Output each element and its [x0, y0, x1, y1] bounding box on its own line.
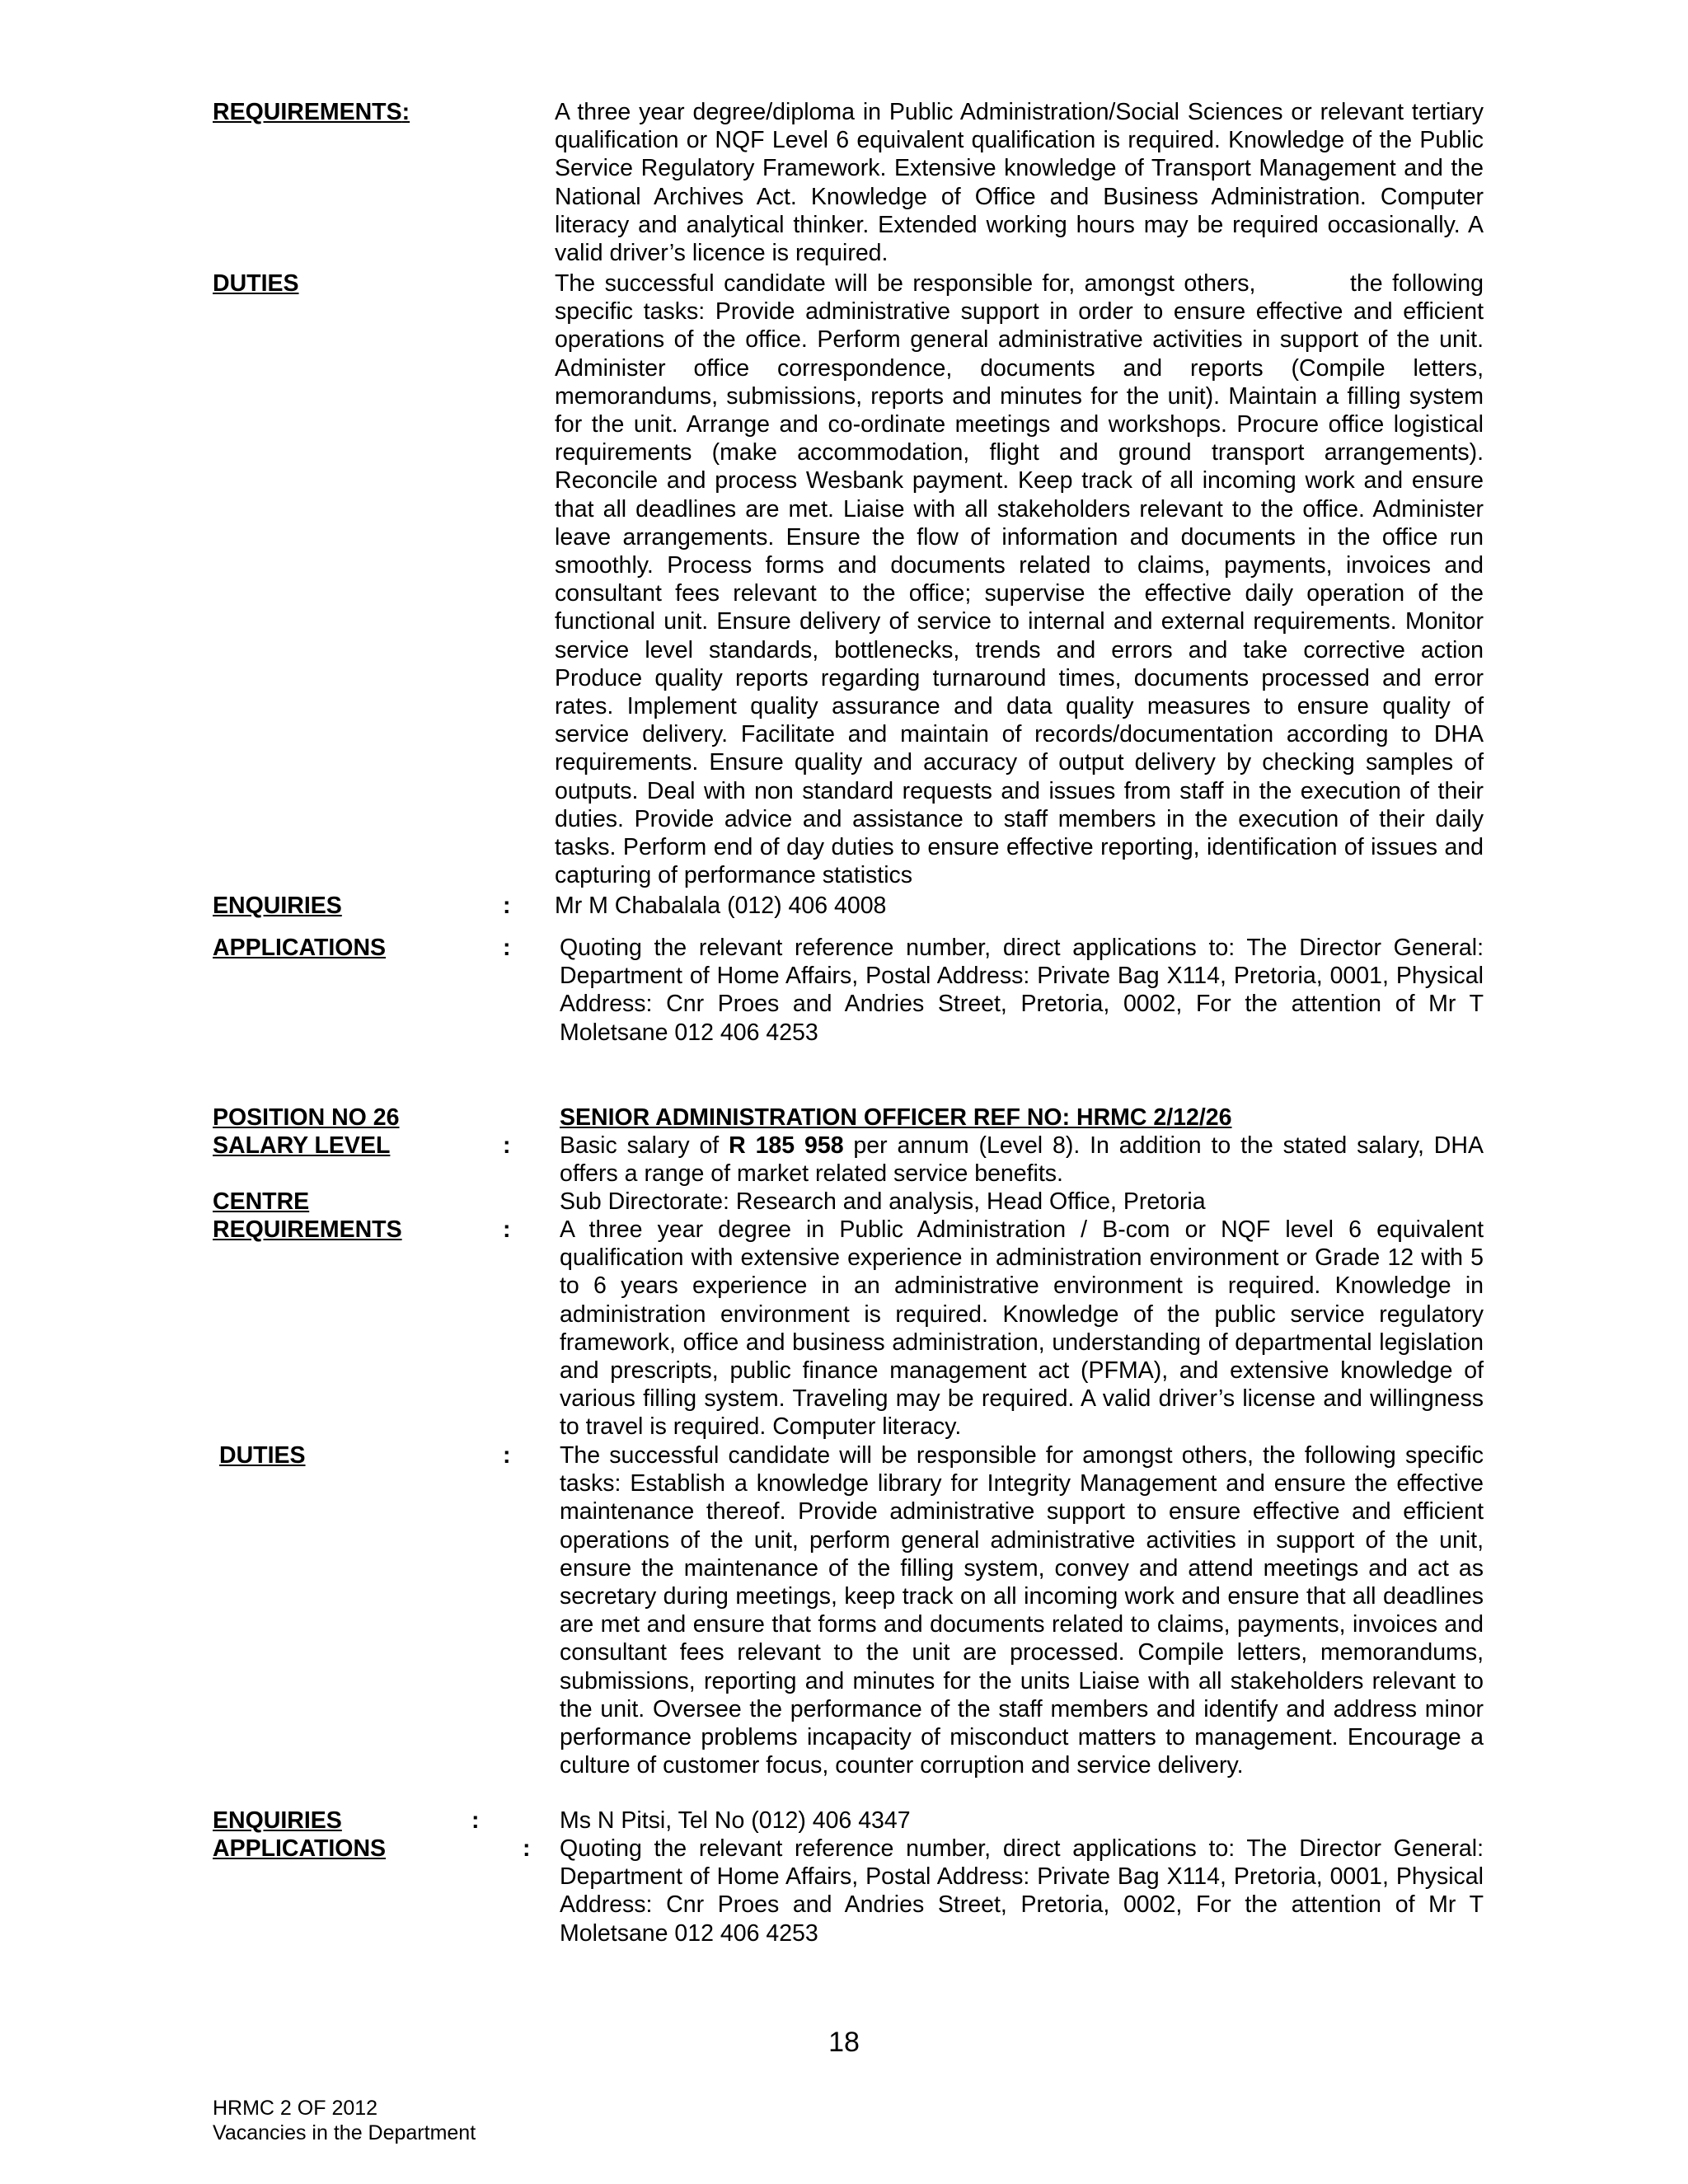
centre-label: CENTRE [213, 1188, 310, 1215]
position-enquiries-colon: : [471, 1807, 480, 1834]
position-duties-colon: : [503, 1442, 511, 1469]
position-number-label: POSITION NO 26 [213, 1104, 400, 1131]
enquiries-colon: : [503, 893, 511, 919]
footer-line-1: HRMC 2 OF 2012 [213, 2097, 378, 2120]
position-applications-colon: : [523, 1835, 531, 1862]
position-requirements-label: REQUIREMENTS [213, 1216, 402, 1243]
applications-colon: : [503, 935, 511, 961]
salary-text [560, 1132, 1484, 1188]
position-enquiries-label: ENQUIRIES [213, 1807, 342, 1834]
position-requirements-colon: : [503, 1216, 511, 1243]
position-enquiries-text: Ms N Pitsi, Tel No (012) 406 4347 [560, 1807, 911, 1834]
page-number: 18 [828, 2027, 860, 2058]
salary-suffix: per annum (Level 8). In addition to the stated salary, DHA offers a range of market related service benefits. [560, 1132, 1484, 1188]
salary-prefix: Basic salary of [560, 1132, 729, 1159]
applications-label: APPLICATIONS [213, 935, 387, 961]
requirements-text: A three year degree/diploma in Public Administration/Social Sciences or relevant tertiary qualification or NQF Level 6 equivalent qualification is required. Knowledge of the Public Service Regulatory Framework. Extensive knowledge of Transport Management and the National Archives Act. Knowledge of Office and Business Administration. Computer literacy and analytical thinker. Extended working hours may be required occasionally. A valid driver’s licence is required. [555, 99, 1484, 267]
salary-amount: R 185 958 [729, 1132, 844, 1159]
centre-text: Sub Directorate: Research and analysis, Head Office, Pretoria [560, 1188, 1206, 1215]
requirements-colon: : [401, 99, 410, 125]
position-applications-text: Quoting the relevant reference number, direct applications to: The Director General: Department of Home Affairs, Postal Address: Private Bag X114, Pretoria, 0001, Physical Address: Cnr Proes and Andries Street, Pretoria, 0002, For the attention of Mr T Moletsane 012 406 4253 [560, 1835, 1484, 1947]
enquiries-text: Mr M Chabalala (012) 406 4008 [555, 893, 887, 919]
salary-colon: : [503, 1132, 511, 1159]
position-duties-label: DUTIES [219, 1442, 306, 1469]
duties-label: DUTIES [213, 270, 299, 297]
duties-text: The successful candidate will be responsible for, amongst others, the following specific tasks: Provide administrative support in order to ensure effective and efficient operations of the office. Perform general administrative activities in support of the unit. Administer office correspondence, documents and reports (Compile letters, memorandums, submissions, reports and minutes for the unit). Maintain a filling system for the unit. Arrange and co-ordinate meetings and workshops. Procure office logistical requirements (make accommodation, flight and ground transport arrangements). Reconcile and process Wesbank payment. Keep track of all incoming work and ensure that all deadlines are met. Liaise with all stakeholders relevant to the office. Administer leave arrangements. Ensure the flow of information and documents in the office run smoothly. Process forms and documents related to claims, payments, invoices and consultant fees relevant to the office; supervise the effective daily operation of the functional unit. Ensure delivery of service to internal and external requirements. Monitor service level standards, bottlenecks, trends and errors and take corrective action Produce quality reports regarding turnaround times, documents processed and error rates. Implement quality assurance and data quality measures to ensure quality of service delivery. Facilitate and maintain of records/documentation according to DHA requirements. Ensure quality and accuracy of output delivery by checking samples of outputs. Deal with non standard requests and issues from staff in the execution of their duties. Provide advice and assistance to staff members in the execution of their daily tasks. Perform end of day duties to ensure effective reporting, identification of issues and capturing of performance statistics [555, 270, 1490, 889]
position-applications-label: APPLICATIONS [213, 1835, 387, 1862]
salary-level-label: SALARY LEVEL [213, 1132, 391, 1159]
enquiries-label: ENQUIRIES [213, 893, 342, 919]
requirements-label: REQUIREMENTS: [213, 99, 410, 125]
position-requirements-text: A three year degree in Public Administration / B-com or NQF level 6 equivalent qualification with extensive experience in administration environment or Grade 12 with 5 to 6 years experience in an administrative environment is required. Knowledge in administration environment is required. Knowledge of the public service regulatory framework, office and business administration, understanding of departmental legislation and prescripts, public finance management act (PFMA), and extensive knowledge of various filling system. Traveling may be required. A valid driver’s license and willingness to travel is required. Computer literacy. [560, 1216, 1484, 1441]
position-duties-text: The successful candidate will be responsible for amongst others, the following specific tasks: Establish a knowledge library for Integrity Management and ensure the effective maintenance thereof. Provide administrative support to ensure effective and efficient operations of the unit, perform general administrative activities in support of the unit, ensure the maintenance of the filling system, convey and attend meetings and act as secretary during meetings, keep track on all incoming work and ensure that all deadlines are met and ensure that forms and documents related to claims, payments, invoices and consultant fees relevant to the unit are processed. Compile letters, memorandums, submissions, reporting and minutes for the units Liaise with all stakeholders relevant to the unit. Oversee the performance of the staff members and identify and address minor performance problems incapacity of misconduct matters to management. Encourage a culture of customer focus, counter corruption and service delivery. [560, 1442, 1484, 1779]
position-title: SENIOR ADMINISTRATION OFFICER REF NO: HRMC 2/12/26 [560, 1104, 1232, 1131]
footer-line-2: Vacancies in the Department [213, 2121, 476, 2144]
applications-text: Quoting the relevant reference number, direct applications to: The Director General: Department of Home Affairs, Postal Address: Private Bag X114, Pretoria, 0001, Physical Address: Cnr Proes and Andries Street, Pretoria, 0002, For the attention of Mr T Moletsane 012 406 4253 [560, 935, 1484, 1046]
